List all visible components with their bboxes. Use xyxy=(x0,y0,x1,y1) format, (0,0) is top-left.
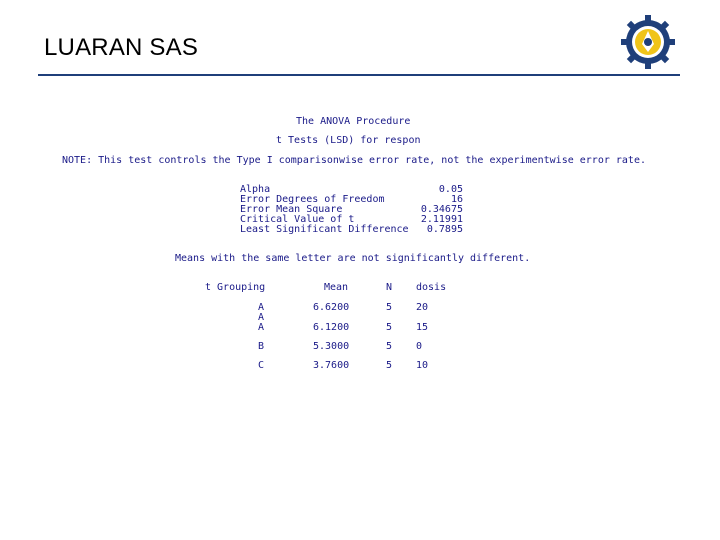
stat-label: Error Mean Square xyxy=(240,204,343,215)
cell-grouping: C xyxy=(258,360,265,371)
test-title: t Tests (LSD) for respon xyxy=(276,135,421,146)
stat-label: Least Significant Difference xyxy=(240,224,409,235)
cell-dosis: 10 xyxy=(416,360,429,371)
cell-n: 5 xyxy=(386,341,393,352)
stat-label: Error Degrees of Freedom xyxy=(240,194,385,205)
cell-dosis: 15 xyxy=(416,322,429,333)
stat-value: 2.11991 xyxy=(420,214,463,225)
cell-mean: 6.1200 xyxy=(313,322,350,333)
stat-value: 0.7895 xyxy=(426,224,463,235)
cell-n: 5 xyxy=(386,360,393,371)
cell-grouping: B xyxy=(258,341,265,352)
means-note: Means with the same letter are not significantly different. xyxy=(175,253,531,264)
header-grouping: t Grouping xyxy=(205,282,266,293)
cell-grouping: A xyxy=(258,322,265,333)
procedure-title: The ANOVA Procedure xyxy=(296,116,411,127)
note-text: NOTE: This test controls the Type I comparisonwise error rate, not the experimentwise error rate. xyxy=(62,155,646,166)
cell-dosis: 20 xyxy=(416,302,429,313)
cell-dosis: 0 xyxy=(416,341,423,352)
cell-n: 5 xyxy=(386,302,393,313)
header-dosis: dosis xyxy=(416,282,447,293)
stat-value: 0.05 xyxy=(438,184,463,195)
header-n: N xyxy=(386,282,393,293)
cell-n: 5 xyxy=(386,322,393,333)
cell-mean: 6.6200 xyxy=(313,302,350,313)
header-mean: Mean xyxy=(324,282,349,293)
stat-value: 16 xyxy=(450,194,463,205)
stat-value: 0.34675 xyxy=(420,204,463,215)
stat-label: Alpha xyxy=(240,184,271,195)
cell-mean: 3.7600 xyxy=(313,360,350,371)
slide-title: LUARAN SAS xyxy=(44,34,199,61)
cell-grouping: A xyxy=(258,302,265,313)
stat-label: Critical Value of t xyxy=(240,214,355,225)
cell-mean: 5.3000 xyxy=(313,341,350,352)
cell-grouping: A xyxy=(258,312,265,323)
